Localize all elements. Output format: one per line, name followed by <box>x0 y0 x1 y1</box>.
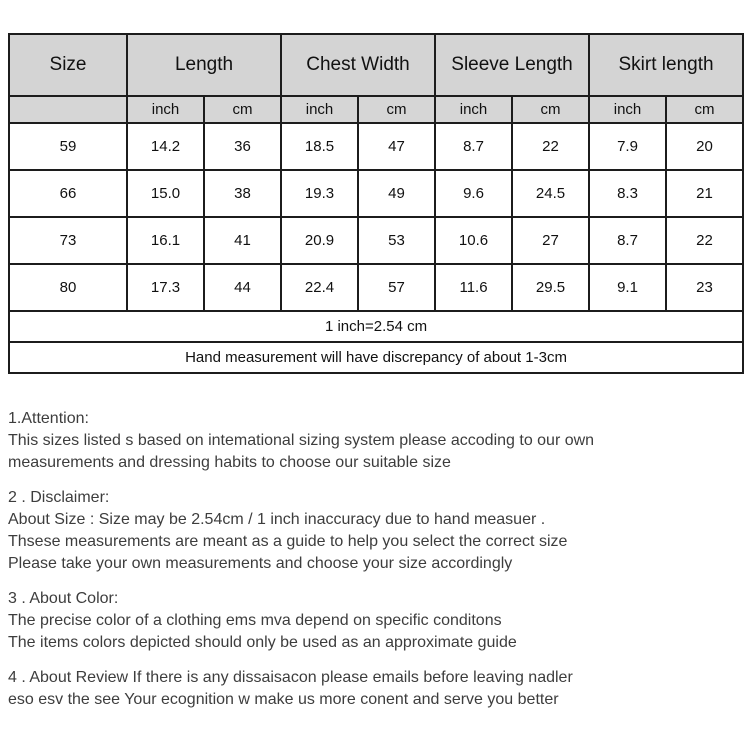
notes-section <box>8 408 708 724</box>
value-cell: 8.7 <box>589 217 666 264</box>
value-cell: 20 <box>666 123 743 170</box>
value-cell: 17.3 <box>127 264 204 311</box>
value-cell: 21 <box>666 170 743 217</box>
note-line: Please take your own measurements and choose your size accordingly <box>8 555 513 572</box>
column-header-length: Length <box>127 34 281 96</box>
table-row-size-66 <box>9 170 743 217</box>
value-cell: 11.6 <box>435 264 512 311</box>
value-cell: 15.0 <box>127 170 204 217</box>
value-cell: 53 <box>358 217 435 264</box>
note-line: measurements and dressing habits to choose our suitable size <box>8 454 451 471</box>
value-cell: 8.7 <box>435 123 512 170</box>
value-cell: 29.5 <box>512 264 589 311</box>
value-cell: 20.9 <box>281 217 358 264</box>
value-cell: 22 <box>666 217 743 264</box>
unit-header-row <box>9 96 743 123</box>
table-row-size-73 <box>9 217 743 264</box>
size-cell: 66 <box>9 170 127 217</box>
footnote-hand-measurement: Hand measurement will have discrepancy of about 1-3cm <box>9 342 743 373</box>
value-cell: 22 <box>512 123 589 170</box>
value-cell: 44 <box>204 264 281 311</box>
value-cell: 8.3 <box>589 170 666 217</box>
note-disclaimer <box>8 487 708 575</box>
unit-header-length-inch: inch <box>127 96 204 123</box>
table-row-size-80 <box>9 264 743 311</box>
note-about-color <box>8 588 708 654</box>
note-about-review <box>8 667 708 711</box>
unit-header-blank <box>9 96 127 123</box>
value-cell: 18.5 <box>281 123 358 170</box>
size-cell: 73 <box>9 217 127 264</box>
value-cell: 9.1 <box>589 264 666 311</box>
column-header-size: Size <box>9 34 127 96</box>
column-header-skirt-length: Skirt length <box>589 34 743 96</box>
value-cell: 27 <box>512 217 589 264</box>
note-line: About Size : Size may be 2.54cm / 1 inch inaccuracy due to hand measuer . <box>8 511 546 528</box>
size-cell: 80 <box>9 264 127 311</box>
value-cell: 19.3 <box>281 170 358 217</box>
value-cell: 41 <box>204 217 281 264</box>
table-row-size-59 <box>9 123 743 170</box>
value-cell: 38 <box>204 170 281 217</box>
value-cell: 23 <box>666 264 743 311</box>
value-cell: 22.4 <box>281 264 358 311</box>
note-line: eso esv the see Your ecognition w make us more conent and serve you better <box>8 691 559 708</box>
unit-header-chest-cm: cm <box>358 96 435 123</box>
value-cell: 14.2 <box>127 123 204 170</box>
size-cell: 59 <box>9 123 127 170</box>
note-line: This sizes listed s based on intemational sizing system please accoding to our own <box>8 432 595 449</box>
value-cell: 7.9 <box>589 123 666 170</box>
value-cell: 24.5 <box>512 170 589 217</box>
footnote-row-hand-measurement <box>9 342 743 373</box>
note-line: The precise color of a clothing ems mva depend on specific conditons <box>8 612 502 629</box>
value-cell: 10.6 <box>435 217 512 264</box>
note-heading: 2 . Disclaimer: <box>8 489 110 506</box>
unit-header-skirt-cm: cm <box>666 96 743 123</box>
note-line: Thsese measurements are meant as a guide to help you select the correct size <box>8 533 568 550</box>
unit-header-length-cm: cm <box>204 96 281 123</box>
footnote-row-inch-conversion <box>9 311 743 342</box>
note-line: The items colors depicted should only be used as an approximate guide <box>8 634 517 651</box>
note-heading: 3 . About Color: <box>8 590 119 607</box>
value-cell: 9.6 <box>435 170 512 217</box>
value-cell: 49 <box>358 170 435 217</box>
note-heading: 1.Attention: <box>8 410 89 427</box>
unit-header-skirt-inch: inch <box>589 96 666 123</box>
size-chart-table <box>8 33 744 374</box>
value-cell: 16.1 <box>127 217 204 264</box>
value-cell: 57 <box>358 264 435 311</box>
note-attention <box>8 408 708 474</box>
unit-header-chest-inch: inch <box>281 96 358 123</box>
column-header-sleeve-length: Sleeve Length <box>435 34 589 96</box>
column-header-chest-width: Chest Width <box>281 34 435 96</box>
value-cell: 47 <box>358 123 435 170</box>
footnote-inch-conversion: 1 inch=2.54 cm <box>9 311 743 342</box>
column-header-row <box>9 34 743 96</box>
note-line: 4 . About Review If there is any dissaisacon please emails before leaving nadler <box>8 669 573 686</box>
value-cell: 36 <box>204 123 281 170</box>
unit-header-sleeve-inch: inch <box>435 96 512 123</box>
unit-header-sleeve-cm: cm <box>512 96 589 123</box>
